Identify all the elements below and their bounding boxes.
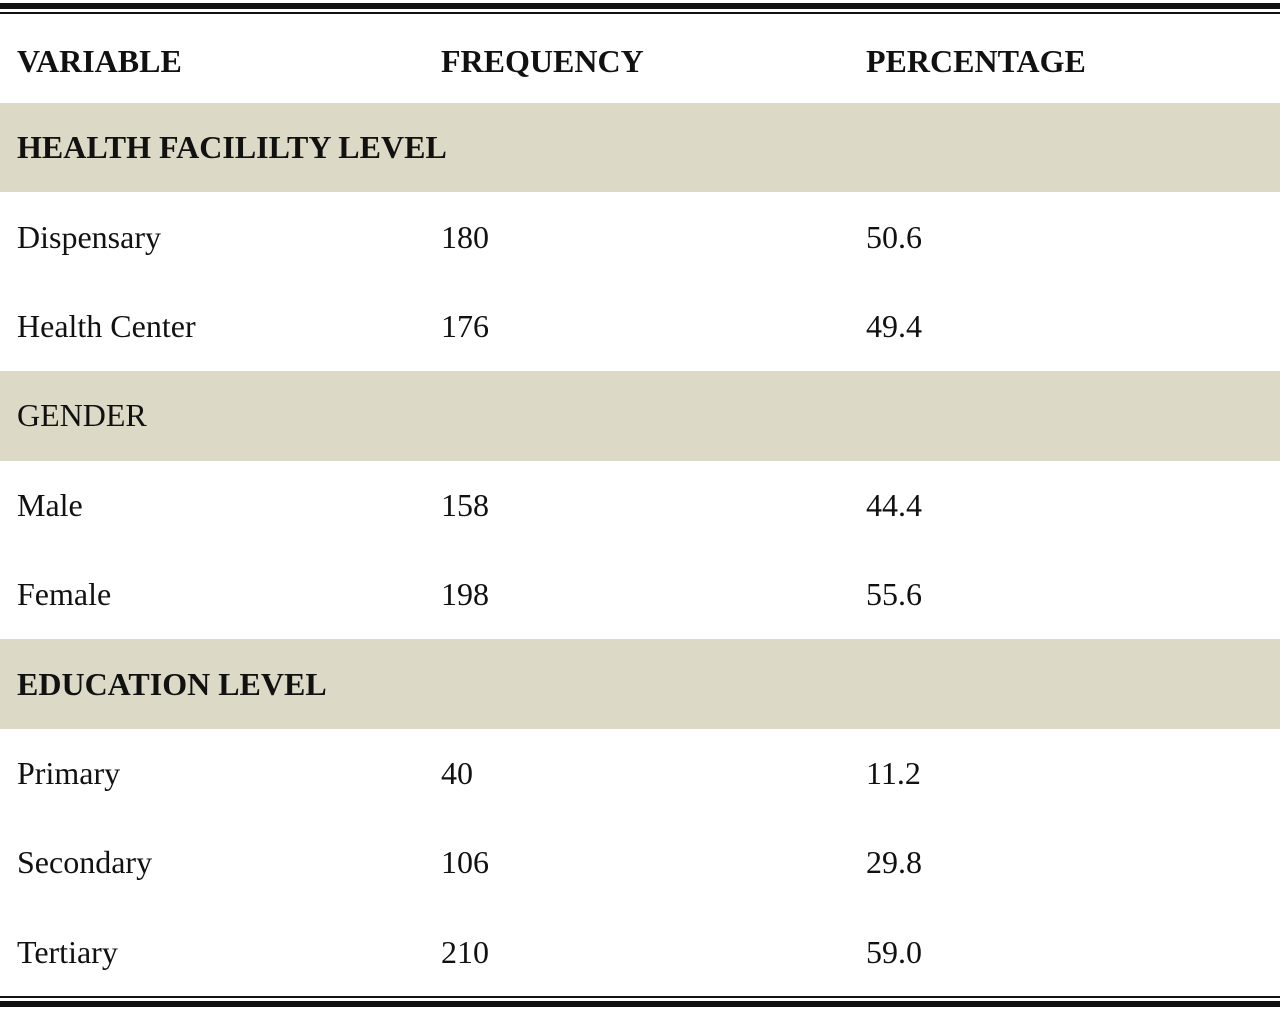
- frequency-cell: 40: [441, 754, 473, 791]
- variable-cell: Female: [17, 576, 112, 613]
- section-header-education: [0, 639, 1280, 728]
- table-row: [0, 818, 1280, 907]
- variable-cell: Primary: [17, 754, 121, 791]
- top-border: [0, 0, 1280, 15]
- variable-cell: Dispensary: [17, 218, 161, 255]
- header-row: [0, 20, 1280, 103]
- variable-cell: Tertiary: [17, 933, 118, 970]
- variable-cell: Secondary: [17, 844, 153, 881]
- table-row: [0, 729, 1280, 818]
- section-title: EDUCATION LEVEL: [0, 639, 1280, 728]
- frequency-cell: 210: [441, 933, 489, 970]
- percentage-cell: 11.2: [866, 754, 921, 791]
- frequency-cell: 106: [441, 844, 489, 881]
- frequency-cell: 180: [441, 218, 489, 255]
- percentage-cell: 59.0: [866, 933, 922, 970]
- section-title: GENDER: [0, 371, 1280, 460]
- table-row: [0, 550, 1280, 639]
- table-row: [0, 192, 1280, 281]
- section-header-facility: [0, 103, 1280, 192]
- percentage-cell: 29.8: [866, 844, 922, 881]
- variable-cell: Health Center: [17, 307, 196, 344]
- table-row: [0, 461, 1280, 550]
- section-header-gender: [0, 371, 1280, 460]
- frequency-cell: 198: [441, 576, 489, 613]
- data-table: [0, 20, 1280, 997]
- header-percentage: PERCENTAGE: [866, 43, 1086, 79]
- header-frequency: FREQUENCY: [441, 43, 644, 79]
- header-variable: VARIABLE: [17, 43, 182, 79]
- frequency-cell: 158: [441, 486, 489, 523]
- variable-cell: Male: [17, 486, 83, 523]
- percentage-cell: 49.4: [866, 307, 922, 344]
- section-title: HEALTH FACILILTY LEVEL: [0, 103, 1280, 192]
- frequency-cell: 176: [441, 307, 489, 344]
- table-row: [0, 908, 1280, 997]
- table-row: [0, 282, 1280, 371]
- bottom-border: [0, 994, 1280, 1010]
- percentage-cell: 50.6: [866, 218, 922, 255]
- percentage-cell: 55.6: [866, 576, 922, 613]
- percentage-cell: 44.4: [866, 486, 922, 523]
